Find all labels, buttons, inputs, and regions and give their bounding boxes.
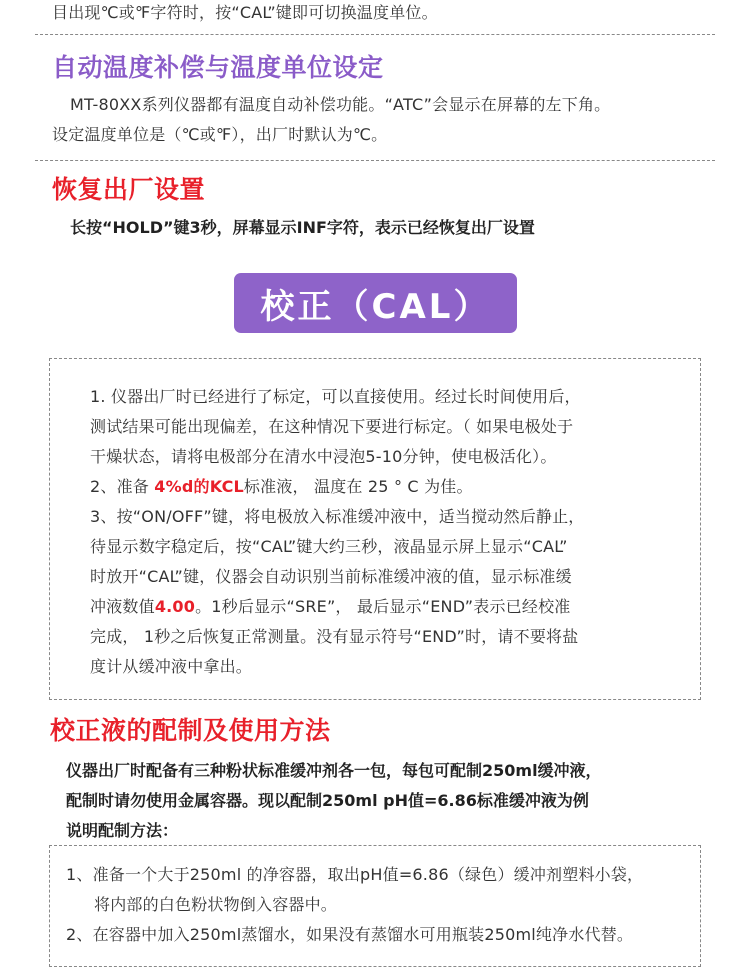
cal-line-4 [90, 474, 473, 497]
cal-line-10: 度计从缓冲液中拿出。 [90, 657, 253, 676]
cal-line-2: 测试结果可能出现偏差，在这种情况下要进行标定。（ 如果电极处于 [90, 417, 574, 436]
cal-line-5: 3、按“ON/OFF”键，将电极放入标准缓冲液中，适当搅动然后静止， [90, 507, 585, 526]
atc-line-2: 设定温度单位是（℃或℉），出厂时默认为℃。 [52, 125, 388, 144]
prep-line-3: 说明配制方法： [66, 821, 179, 840]
cal-line-8 [90, 594, 570, 617]
buffer-value-highlight: 4.00 [154, 597, 196, 616]
kcl-solution-highlight: 4%d的KCL [154, 477, 244, 496]
cal-line-8-pre: 冲液数值 [90, 597, 155, 616]
top-line: 目出现℃或℉字符时，按“CAL”键即可切换温度单位。 [52, 3, 438, 22]
cal-line-3: 干燥状态，请将电极部分在清水中浸泡5-10分钟，使电极活化）。 [90, 447, 557, 466]
cal-line-7: 时放开“CAL”键，仪器会自动识别当前标准缓冲液的值，显示标准缓 [90, 567, 572, 586]
prep-line-1: 仪器出厂时配备有三种粉状标准缓冲剂各一包，每包可配制250ml缓冲液， [66, 761, 602, 780]
calibration-box [49, 358, 701, 700]
cal-line-8-post: 。1秒后显示“SRE”， 最后显示“END”表示已经校准 [195, 597, 571, 616]
divider [35, 34, 715, 35]
cal-line-1: 1. 仪器出厂时已经进行了标定，可以直接使用。经过长时间使用后， [90, 387, 581, 406]
divider [35, 160, 715, 161]
prep-line-2: 配制时请勿使用金属容器。现以配制250ml pH值=6.86标准缓冲液为例 [66, 791, 589, 810]
cal-heading-banner: 校正（CAL） [234, 273, 517, 333]
cal-line-6: 待显示数字稳定后，按“CAL”键大约三秒，液晶显示屏上显示“CAL” [90, 537, 568, 556]
atc-section-title: 自动温度补偿与温度单位设定 [52, 53, 384, 82]
cal-line-4-post: 标准液， 温度在 25 ° C 为佳。 [243, 477, 473, 496]
reset-line: 长按“HOLD”键3秒，屏幕显示INF字符，表示已经恢复出厂设置 [70, 218, 535, 237]
reset-section-title: 恢复出厂设置 [52, 175, 206, 204]
step-1b: 将内部的白色粉状物倒入容器中。 [94, 895, 338, 914]
cal-line-4-pre: 2、准备 [90, 477, 155, 496]
atc-line-1: MT-80XX系列仪器都有温度自动补偿功能。“ATC”会显示在屏幕的左下角。 [70, 95, 611, 114]
cal-line-9: 完成， 1秒之后恢复正常测量。没有显示符号“END”时，请不要将盐 [90, 627, 579, 646]
step-2: 2、在容器中加入250ml蒸馏水，如果没有蒸馏水可用瓶装250ml纯净水代替。 [66, 925, 634, 944]
step-1a: 1、准备一个大于250ml 的净容器，取出pH值=6.86（绿色）缓冲剂塑料小袋， [66, 865, 644, 884]
prep-section-title: 校正液的配制及使用方法 [50, 716, 331, 745]
